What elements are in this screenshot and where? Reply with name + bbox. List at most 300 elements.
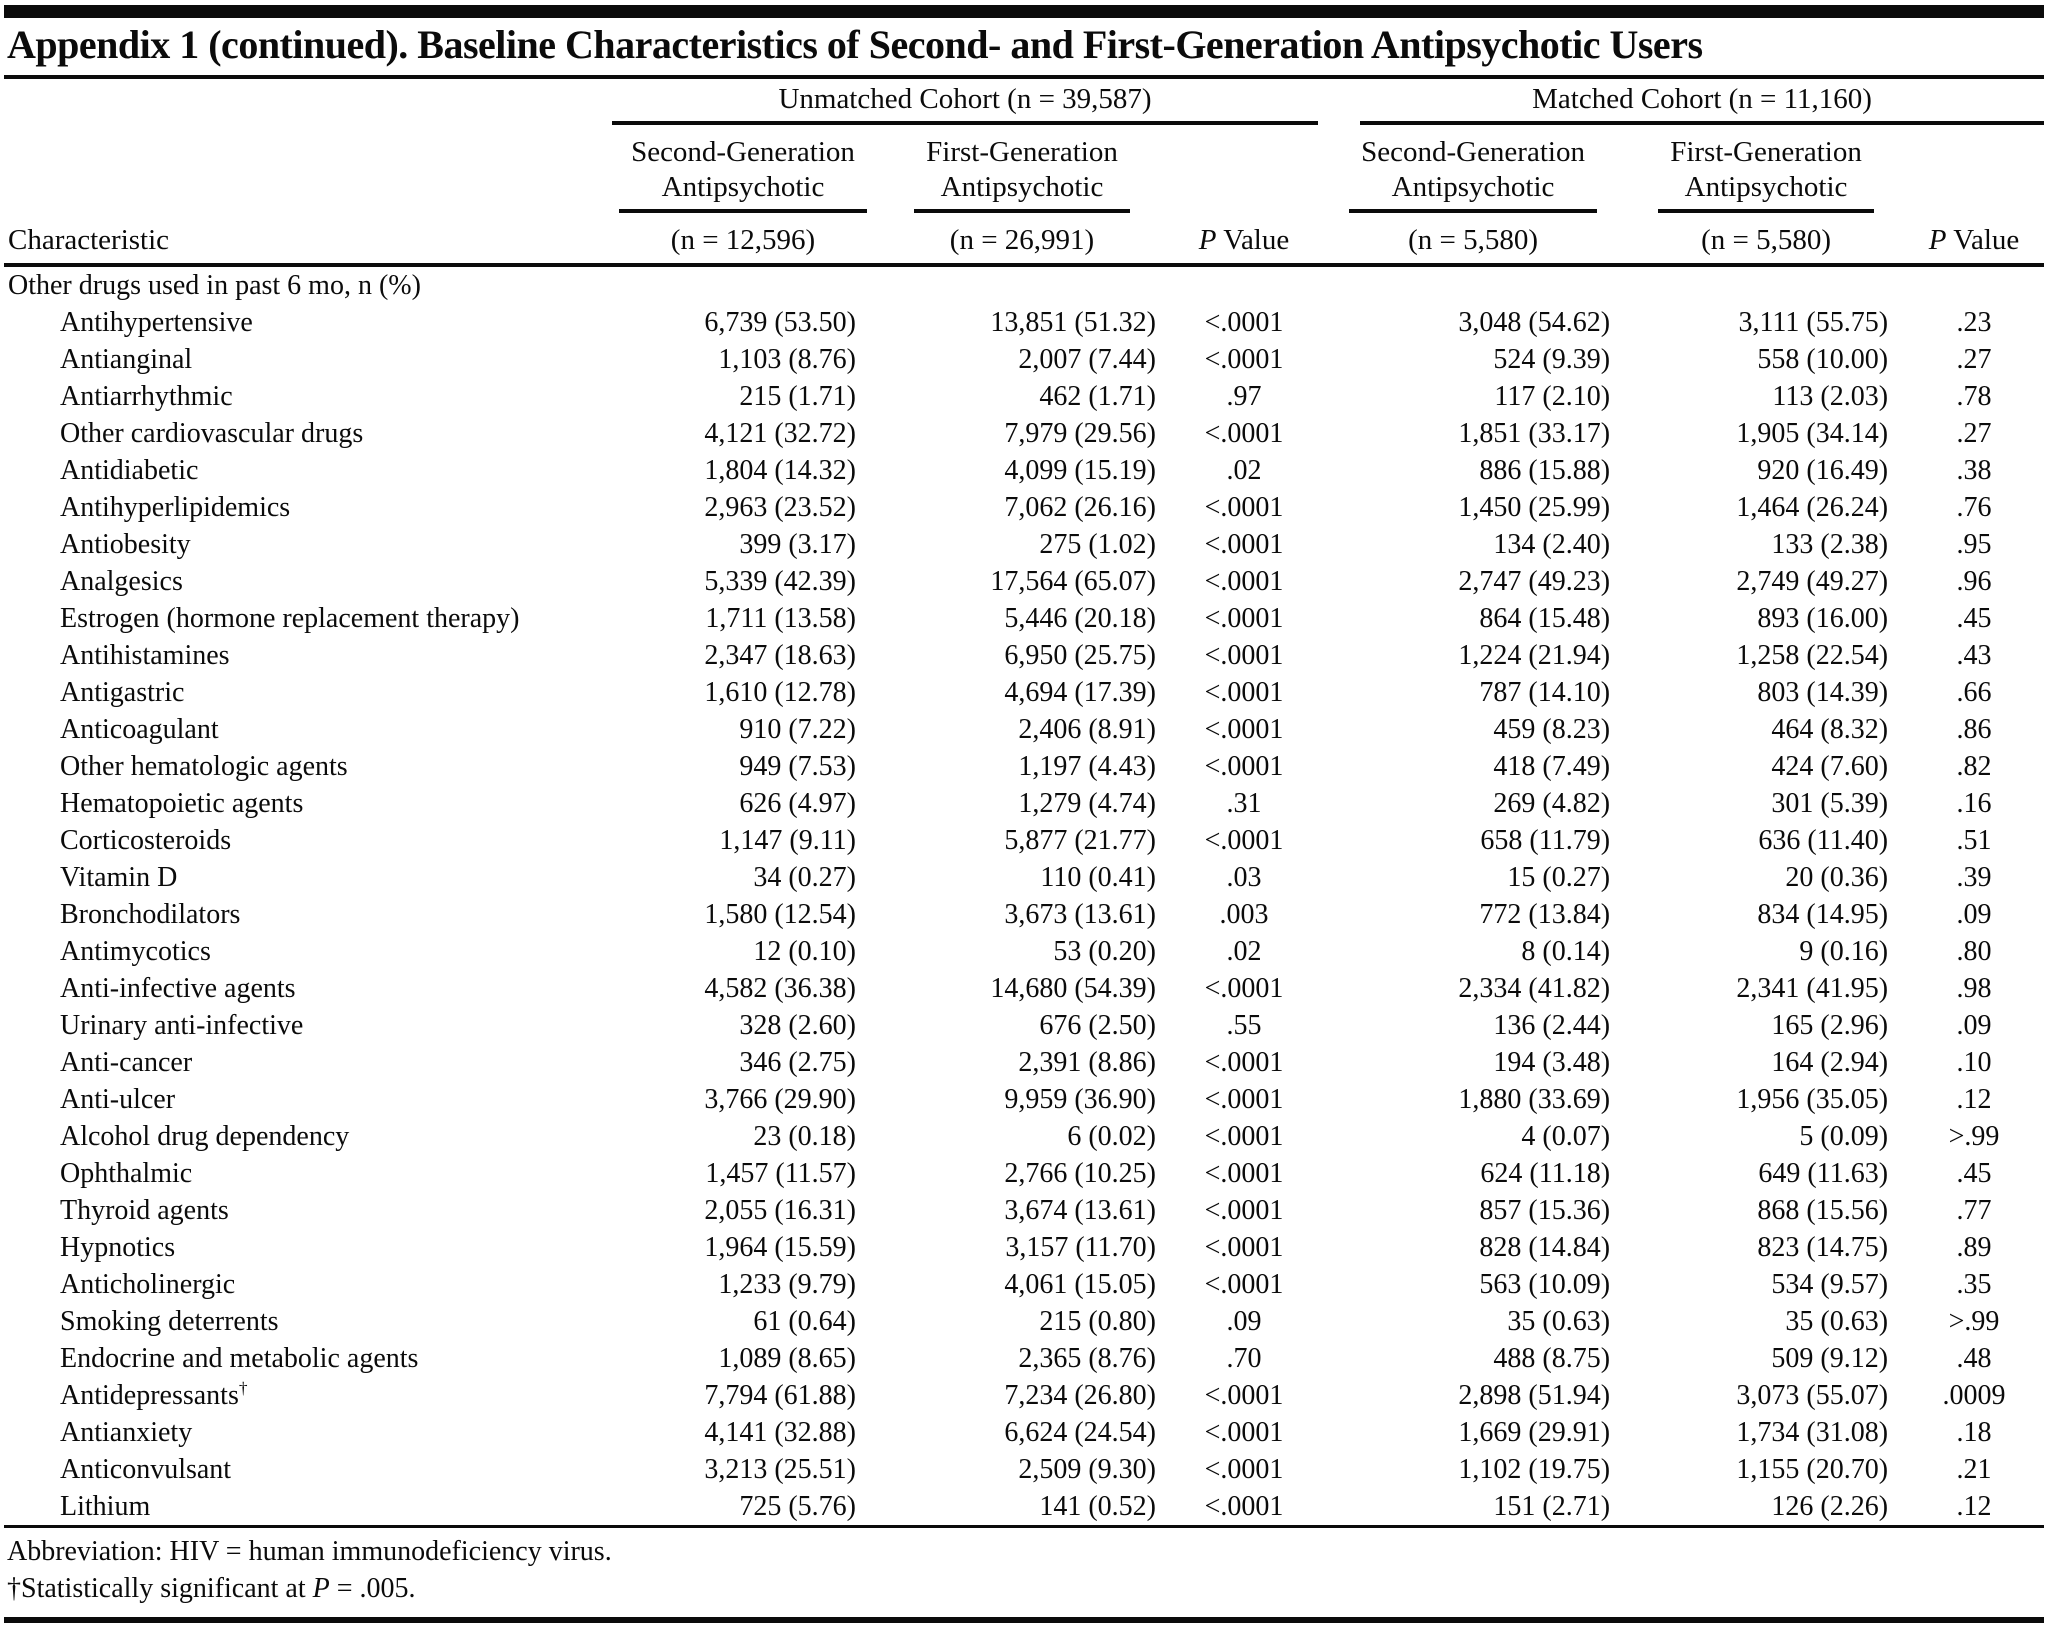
sga-unmatched-value: 4,582 (36.38) [704,972,856,1004]
fga-matched-value: 9 (0.16) [1799,935,1889,967]
p-value-unmatched: <.0001 [1204,1120,1284,1152]
p-value-unmatched: <.0001 [1204,1194,1284,1226]
sga-unmatched-value: 2,347 (18.63) [704,639,856,671]
fga-unmatched-value: 4,099 (15.19) [1004,454,1156,486]
unmatched-cohort-header [612,79,1318,125]
p-value-unmatched: <.0001 [1204,750,1284,782]
fga-unmatched-value: 6,624 (24.54) [1004,1416,1156,1448]
sga-matched-header [1318,125,1628,213]
p-value-unmatched: <.0001 [1204,491,1284,523]
sga-matched-value: 1,224 (21.94) [1458,639,1611,671]
fga-matched-value: 301 (5.39) [1771,787,1889,819]
sga-matched-value: 134 (2.40) [1493,528,1611,560]
p-value-matched: .43 [1956,639,1992,671]
sga-unmatched-value: 1,580 (12.54) [704,898,856,930]
section-label: Other drugs used in past 6 mo, n (%) [8,269,421,301]
row-label: Antianginal [60,343,193,375]
row-label: Anticonvulsant [60,1453,232,1485]
sga-unmatched-value: 12 (0.10) [753,935,856,967]
p-value-matched: .27 [1956,417,1992,449]
fga-unmatched-value: 6,950 (25.75) [1004,639,1156,671]
fga-unmatched-value: 141 (0.52) [874,1488,1170,1527]
fga-matched-value: 1,734 (31.08) [1736,1416,1889,1448]
fga-unmatched-label [914,135,1130,213]
fga-matched-value: 1,464 (26.24) [1736,491,1889,523]
fga-unmatched-value: 275 (1.02) [1039,528,1156,560]
sga-unmatched-value: 2,963 (23.52) [704,491,856,523]
fga-matched-value: 3,111 (55.75) [1738,306,1889,338]
table-row [4,341,2044,378]
fga-matched-value: 2,341 (41.95) [1736,972,1889,1004]
table-row [4,1044,2044,1081]
p-value-unmatched: .02 [1226,935,1262,967]
fga-unmatched-value: 2,406 (8.91) [1018,713,1156,745]
sga-matched-value: 4 (0.07) [1521,1120,1611,1152]
header-line: Antipsychotic [940,170,1104,203]
table-row [4,489,2044,526]
row-label: Alcohol drug dependency [60,1120,350,1152]
p-symbol: P [312,1572,330,1604]
sga-unmatched-value: 1,457 (11.57) [705,1157,856,1189]
p-value-unmatched: <.0001 [1204,824,1284,856]
p-value-matched: >.99 [1948,1120,2000,1152]
fga-unmatched-value: 4,061 (15.05) [1004,1268,1156,1300]
fga-matched-value: 113 (2.03) [1772,380,1889,412]
sga-matched-label [1349,135,1597,213]
table-title: Appendix 1 (continued). Baseline Characteristics of Second- and First-Generation Antipsychotic Users [4,18,2044,79]
fga-unmatched-value: 17,564 (65.07) [990,565,1156,597]
table-row [4,637,2044,674]
p-value-unmatched: <.0001 [1204,1268,1284,1300]
sga-matched-value: 194 (3.48) [1493,1046,1611,1078]
sga-matched-value: 1,102 (19.75) [1458,1453,1611,1485]
table-row [4,896,2044,933]
fga-matched-value: 464 (8.32) [1771,713,1889,745]
p-value-unmatched: <.0001 [1170,1488,1318,1527]
p-value-matched: .39 [1956,861,1992,893]
p-value-unmatched: <.0001 [1204,528,1284,560]
table-row [4,933,2044,970]
p-value-unmatched: <.0001 [1204,1157,1284,1189]
p-value-label: P Value [1198,223,1290,256]
p-value-unmatched: <.0001 [1204,343,1284,375]
table-row [4,711,2044,748]
fga-matched-value: 868 (15.56) [1757,1194,1889,1226]
p-value-matched: .89 [1956,1231,1992,1263]
sga-unmatched-value: 7,794 (61.88) [704,1379,856,1411]
sga-matched-value: 35 (0.63) [1507,1305,1611,1337]
p-value-label: P Value [1928,223,2020,256]
p-value-unmatched: <.0001 [1204,713,1284,745]
fga-unmatched-value: 215 (0.80) [1039,1305,1156,1337]
p-value-unmatched: .03 [1226,861,1262,893]
p-value-matched: .76 [1956,491,1992,523]
fga-matched-value: 165 (2.96) [1771,1009,1889,1041]
table-row [4,600,2044,637]
table-body [4,265,2044,1527]
table-row [4,970,2044,1007]
sga-matched-value: 8 (0.14) [1521,935,1611,967]
table-row [4,304,2044,341]
header-line: Antipsychotic [1684,170,1848,203]
characteristic-header: Characteristic [4,213,612,265]
row-label: Hematopoietic agents [60,787,304,819]
table-row [4,1118,2044,1155]
p-value-matched: .16 [1956,787,1992,819]
section-header-row [4,265,2044,304]
fga-unmatched-value: 4,694 (17.39) [1004,676,1156,708]
fga-unmatched-value: 110 (0.41) [1040,861,1156,893]
table-row [4,1007,2044,1044]
fga-unmatched-value: 14,680 (54.39) [990,972,1156,1004]
fga-unmatched-value: 2,766 (10.25) [1004,1157,1156,1189]
table-row [4,785,2044,822]
sga-unmatched-value: 346 (2.75) [739,1046,856,1078]
row-label: Antihypertensive [60,306,253,338]
generation-header-row [4,125,2044,213]
p-value-unmatched: .55 [1226,1009,1262,1041]
fga-matched-header [1628,125,1904,213]
sga-matched-value: 418 (7.49) [1493,750,1611,782]
sga-matched-value: 2,334 (41.82) [1458,972,1611,1004]
p-value-matched: .66 [1956,676,1992,708]
p-value-unmatched: <.0001 [1204,1231,1284,1263]
row-label: Vitamin D [60,861,178,893]
sga-unmatched-value: 1,711 (13.58) [705,602,856,634]
sga-unmatched-label [619,135,867,213]
p-value-matched: .78 [1956,380,1992,412]
fga-unmatched-value: 13,851 (51.32) [990,306,1156,338]
p-value-matched: >.99 [1948,1305,2000,1337]
table-row [4,1414,2044,1451]
header-line: Second-Generation [1361,135,1585,168]
p-value-matched: .09 [1956,898,1992,930]
p-value-unmatched: .09 [1226,1305,1262,1337]
p-value-matched: .12 [1904,1488,2044,1527]
table-row [4,1229,2044,1266]
fga-unmatched-value: 3,157 (11.70) [1005,1231,1156,1263]
footnote-text: = .005. [329,1572,416,1604]
sga-unmatched-value: 4,141 (32.88) [704,1416,856,1448]
sga-unmatched-value: 215 (1.71) [739,380,856,412]
row-label: Antiobesity [60,528,191,560]
p-value-matched: .12 [1956,1083,1992,1115]
sga-matched-value: 151 (2.71) [1318,1488,1628,1527]
header-line: Antipsychotic [661,170,825,203]
fga-matched-value: 1,905 (34.14) [1736,417,1889,449]
p-value-unmatched: <.0001 [1204,972,1284,1004]
p-value-matched: .96 [1956,565,1992,597]
p-value-matched: .80 [1956,935,1992,967]
fga-unmatched-n: (n = 26,991) [874,213,1170,265]
p-value-matched: .95 [1956,528,1992,560]
fga-unmatched-value: 2,509 (9.30) [1018,1453,1156,1485]
sga-unmatched-value: 34 (0.27) [753,861,856,893]
row-label: Corticosteroids [60,824,232,856]
row-label: Estrogen (hormone replacement therapy) [60,602,520,634]
sga-unmatched-value: 1,610 (12.78) [704,676,856,708]
fga-matched-value: 823 (14.75) [1757,1231,1889,1263]
p-value-matched: .18 [1956,1416,1992,1448]
sga-matched-value: 117 (2.10) [1494,380,1611,412]
table-row [4,378,2044,415]
fga-matched-value: 834 (14.95) [1757,898,1889,930]
table-row [4,748,2044,785]
fga-unmatched-value: 5,446 (20.18) [1004,602,1156,634]
fga-matched-value: 133 (2.38) [1771,528,1889,560]
p-value-unmatched: .31 [1226,787,1262,819]
significance-footnote [7,1570,2041,1607]
row-label: Hypnotics [60,1231,176,1263]
p-value-matched: .27 [1956,343,1992,375]
spacer-cell [1170,125,1318,213]
sga-unmatched-value: 1,233 (9.79) [718,1268,856,1300]
fga-matched-value: 534 (9.57) [1771,1268,1889,1300]
sga-matched-value: 1,669 (29.91) [1458,1416,1611,1448]
sga-matched-value: 1,851 (33.17) [1458,417,1611,449]
p-value-unmatched: <.0001 [1204,1083,1284,1115]
row-label: Antidepressants† [60,1378,248,1411]
p-value-header-matched [1904,213,2044,265]
sga-unmatched-value: 1,804 (14.32) [704,454,856,486]
sga-unmatched-value: 1,089 (8.65) [718,1342,856,1374]
fga-matched-value: 1,258 (22.54) [1736,639,1889,671]
sga-matched-value: 624 (11.18) [1480,1157,1611,1189]
row-label: Ophthalmic [60,1157,193,1189]
fga-unmatched-value: 53 (0.20) [1053,935,1156,967]
p-value-matched: .21 [1956,1453,1992,1485]
row-label: Antimycotics [60,935,211,967]
fga-matched-value: 1,956 (35.05) [1736,1083,1889,1115]
table-header [4,79,2044,265]
p-value-unmatched: <.0001 [1204,565,1284,597]
table-row [4,1488,2044,1527]
sga-matched-value: 269 (4.82) [1493,787,1611,819]
fga-unmatched-value: 1,197 (4.43) [1018,750,1156,782]
sga-unmatched-value: 725 (5.76) [612,1488,874,1527]
sga-unmatched-header [612,125,874,213]
p-value-unmatched: <.0001 [1204,676,1284,708]
baseline-characteristics-table [4,79,2044,1528]
sga-matched-value: 524 (9.39) [1493,343,1611,375]
spacer-cell [4,125,612,213]
p-value-matched: .77 [1956,1194,1992,1226]
row-label: Bronchodilators [60,898,241,930]
fga-unmatched-value: 7,979 (29.56) [1004,417,1156,449]
fga-matched-value: 636 (11.40) [1758,824,1889,856]
table-row [4,1192,2044,1229]
sga-unmatched-value: 2,055 (16.31) [704,1194,856,1226]
p-value-matched: .86 [1956,713,1992,745]
row-label: Lithium [4,1488,612,1527]
fga-unmatched-value: 3,673 (13.61) [1004,898,1156,930]
fga-matched-value: 1,155 (20.70) [1736,1453,1889,1485]
p-value-unmatched: <.0001 [1204,417,1284,449]
table-row [4,415,2044,452]
p-value-matched: .10 [1956,1046,1992,1078]
p-value-matched: .98 [1956,972,1992,1004]
table-row [4,1155,2044,1192]
table-row [4,674,2044,711]
table-row [4,1303,2044,1340]
p-value-matched: .0009 [1942,1379,2006,1411]
matched-cohort-header [1318,79,2044,125]
sga-matched-value: 828 (14.84) [1479,1231,1611,1263]
dagger-marker: † [238,1378,248,1398]
top-rule [4,5,2044,18]
p-value-matched: .82 [1956,750,1992,782]
sga-matched-value: 15 (0.27) [1507,861,1611,893]
fga-matched-value: 509 (9.12) [1771,1342,1889,1374]
sga-matched-value: 1,450 (25.99) [1458,491,1611,523]
sga-matched-value: 658 (11.79) [1480,824,1611,856]
sga-unmatched-value: 23 (0.18) [753,1120,856,1152]
fga-unmatched-value: 2,365 (8.76) [1018,1342,1156,1374]
fga-matched-value: 803 (14.39) [1757,676,1889,708]
fga-matched-value: 2,749 (49.27) [1736,565,1889,597]
p-value-matched: .09 [1956,1009,1992,1041]
fga-unmatched-value: 7,062 (26.16) [1004,491,1156,523]
sga-matched-value: 787 (14.10) [1479,676,1611,708]
fga-unmatched-header [874,125,1170,213]
header-line: First-Generation [1670,135,1862,168]
p-value-unmatched: <.0001 [1204,1379,1284,1411]
sga-unmatched-value: 61 (0.64) [753,1305,856,1337]
fga-unmatched-value: 6 (0.02) [1067,1120,1156,1152]
header-line: First-Generation [926,135,1118,168]
p-value-unmatched: <.0001 [1204,1046,1284,1078]
fga-unmatched-value: 9,959 (36.90) [1004,1083,1156,1115]
fga-matched-value: 164 (2.94) [1771,1046,1889,1078]
sga-unmatched-value: 949 (7.53) [739,750,856,782]
row-label: Anti-infective agents [60,972,296,1004]
fga-unmatched-value: 676 (2.50) [1039,1009,1156,1041]
p-value-unmatched: .70 [1226,1342,1262,1374]
row-label: Anti-ulcer [60,1083,176,1115]
table-row [4,822,2044,859]
fga-matched-value: 5 (0.09) [1799,1120,1889,1152]
p-value-unmatched: .02 [1226,454,1262,486]
sga-unmatched-value: 1,964 (15.59) [704,1231,856,1263]
table-row [4,1451,2044,1488]
row-label: Antiarrhythmic [60,380,233,412]
bottom-rule [4,1617,2044,1623]
sga-unmatched-value: 910 (7.22) [739,713,856,745]
row-label: Antihyperlipidemics [60,491,291,523]
table-row [4,452,2044,489]
sga-unmatched-value: 1,103 (8.76) [718,343,856,375]
fga-unmatched-value: 462 (1.71) [1039,380,1156,412]
n-header-row [4,213,2044,265]
sga-matched-value: 864 (15.48) [1479,602,1611,634]
row-label: Antihistamines [60,639,230,671]
row-label: Smoking deterrents [60,1305,279,1337]
sga-matched-value: 563 (10.09) [1479,1268,1611,1300]
p-value-matched: .51 [1956,824,1992,856]
sga-unmatched-value: 626 (4.97) [739,787,856,819]
table-row [4,859,2044,896]
p-value-matched: .45 [1956,602,1992,634]
table-row [4,563,2044,600]
sga-matched-value: 772 (13.84) [1479,898,1611,930]
table-row [4,1340,2044,1377]
table-row [4,1266,2044,1303]
row-label: Anticoagulant [60,713,219,745]
fga-matched-n: (n = 5,580) [1628,213,1904,265]
sga-unmatched-value: 5,339 (42.39) [704,565,856,597]
cohort-header-row [4,79,2044,125]
sga-matched-value: 857 (15.36) [1479,1194,1611,1226]
row-label: Antidiabetic [60,454,199,486]
fga-unmatched-value: 2,007 (7.44) [1018,343,1156,375]
p-value-unmatched: .97 [1226,380,1262,412]
p-value-unmatched: <.0001 [1204,306,1284,338]
sga-unmatched-value: 3,766 (29.90) [704,1083,856,1115]
p-value-matched: .45 [1956,1157,1992,1189]
sga-unmatched-value: 3,213 (25.51) [704,1453,856,1485]
table-row [4,1377,2044,1414]
abbreviation-footnote: Abbreviation: HIV = human immunodeficiency virus. [7,1535,612,1567]
row-label: Anticholinergic [60,1268,236,1300]
unmatched-cohort-label: Unmatched Cohort (n = 39,587) [612,82,1318,125]
fga-matched-label [1658,135,1874,213]
row-label: Thyroid agents [60,1194,229,1226]
fga-matched-value: 424 (7.60) [1771,750,1889,782]
fga-matched-value: 20 (0.36) [1785,861,1889,893]
matched-cohort-label: Matched Cohort (n = 11,160) [1360,82,2044,125]
row-label: Analgesics [60,565,183,597]
row-label: Urinary anti-infective [60,1009,304,1041]
row-label: Other cardiovascular drugs [60,417,364,449]
footnotes [4,1528,2044,1609]
sga-matched-value: 886 (15.88) [1479,454,1611,486]
fga-matched-value: 126 (2.26) [1628,1488,1904,1527]
p-value-unmatched: <.0001 [1204,1416,1284,1448]
fga-matched-value: 35 (0.63) [1785,1305,1889,1337]
sga-matched-value: 136 (2.44) [1493,1009,1611,1041]
row-label: Endocrine and metabolic agents [60,1342,419,1374]
sga-matched-value: 3,048 (54.62) [1458,306,1611,338]
sga-matched-n: (n = 5,580) [1318,213,1628,265]
fga-unmatched-value: 2,391 (8.86) [1018,1046,1156,1078]
sga-matched-value: 1,880 (33.69) [1458,1083,1611,1115]
table-row [4,1081,2044,1118]
p-value-matched: .23 [1956,306,1992,338]
spacer-cell [4,79,612,125]
fga-matched-value: 3,073 (55.07) [1736,1379,1889,1411]
p-value-unmatched: <.0001 [1204,1453,1284,1485]
sga-unmatched-n: (n = 12,596) [612,213,874,265]
p-value-unmatched: <.0001 [1204,639,1284,671]
fga-unmatched-value: 1,279 (4.74) [1018,787,1156,819]
sga-matched-value: 459 (8.23) [1493,713,1611,745]
p-value-matched: .38 [1956,454,1992,486]
row-label: Antigastric [60,676,185,708]
sga-unmatched-value: 399 (3.17) [739,528,856,560]
fga-unmatched-value: 3,674 (13.61) [1004,1194,1156,1226]
sga-unmatched-value: 1,147 (9.11) [719,824,856,856]
sga-matched-value: 2,898 (51.94) [1458,1379,1611,1411]
spacer-cell [1904,125,2044,213]
fga-unmatched-value: 5,877 (21.77) [1004,824,1156,856]
sga-unmatched-value: 6,739 (53.50) [704,306,856,338]
p-value-unmatched: .003 [1219,898,1269,930]
sga-unmatched-value: 328 (2.60) [739,1009,856,1041]
table-row [4,526,2044,563]
p-value-unmatched: <.0001 [1204,602,1284,634]
fga-matched-value: 920 (16.49) [1757,454,1889,486]
fga-matched-value: 893 (16.00) [1757,602,1889,634]
